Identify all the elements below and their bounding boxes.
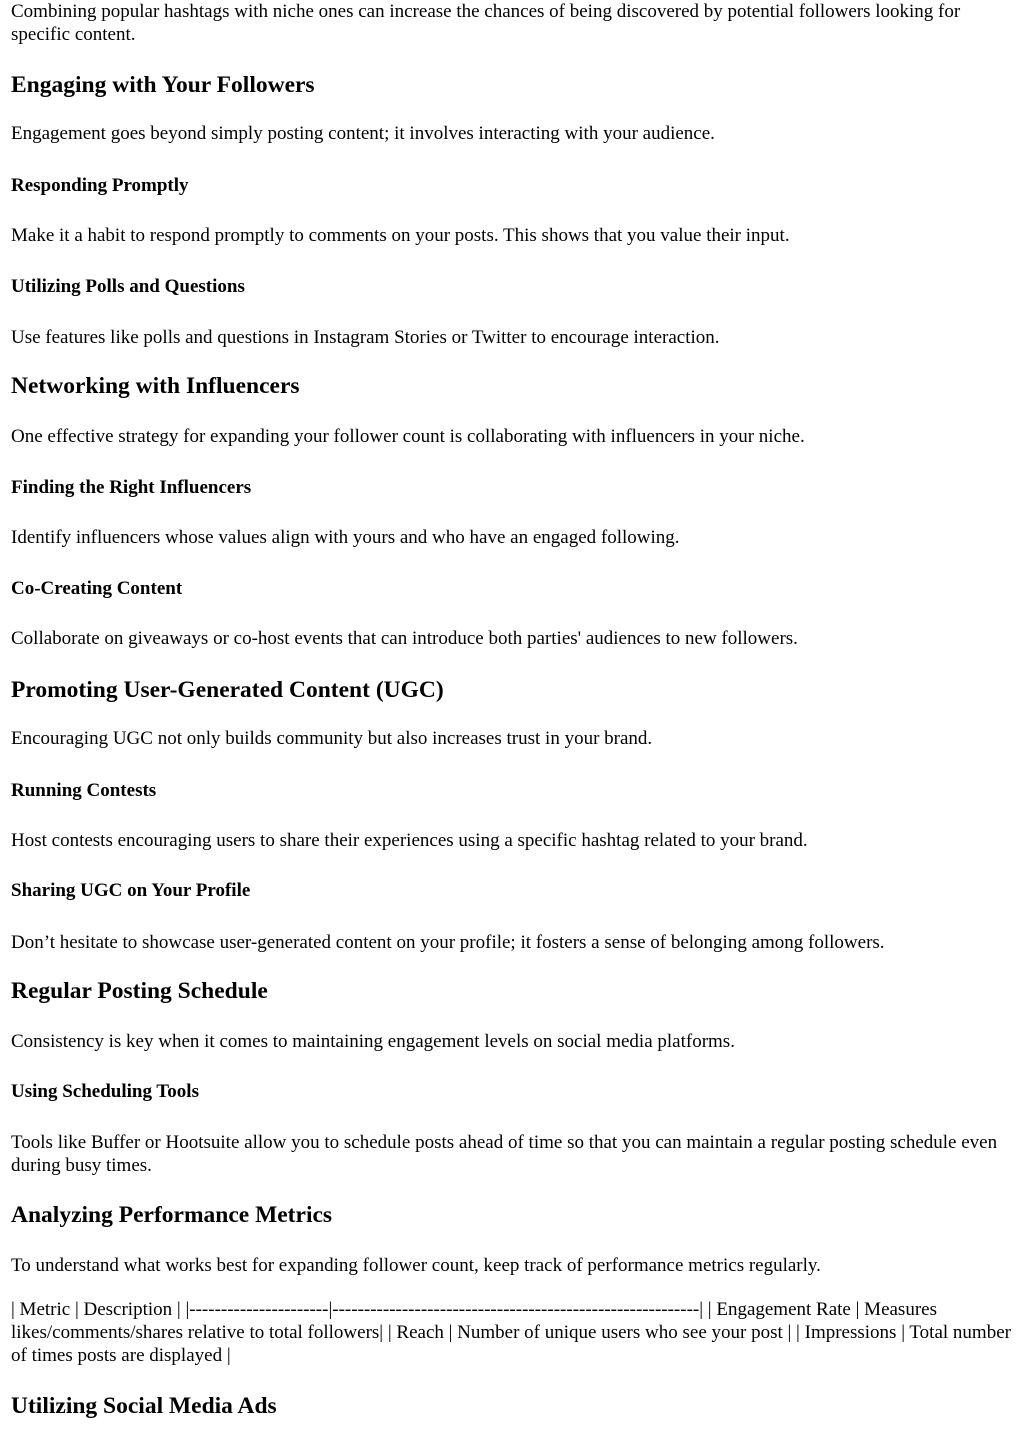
tools-paragraph	[11, 1131, 1013, 1177]
heading-engaging: Engaging with Your Followers	[11, 72, 315, 98]
metrics-text: To understand what works best for expanding follower count, keep track of performance metrics regularly.	[11, 1255, 821, 1276]
metrics-table-raw	[11, 1298, 1013, 1367]
engaging-text: Engagement goes beyond simply posting content; it involves interacting with your audience.	[11, 123, 715, 144]
heading-responding: Responding Promptly	[11, 175, 189, 196]
schedule-text: Consistency is key when it comes to maintaining engagement levels on social media platforms.	[11, 1031, 735, 1052]
subsection-sharing	[11, 879, 1013, 902]
heading-ugc: Promoting User-Generated Content (UGC)	[11, 677, 444, 703]
cocreating-text: Collaborate on giveaways or co-host events that can introduce both parties' audiences to new followers.	[11, 628, 798, 649]
subsection-finding	[11, 476, 1013, 499]
heading-networking: Networking with Influencers	[11, 373, 300, 399]
heading-sharing: Sharing UGC on Your Profile	[11, 880, 251, 901]
heading-finding: Finding the Right Influencers	[11, 477, 252, 498]
heading-cocreating: Co-Creating Content	[11, 578, 183, 599]
sharing-paragraph	[11, 931, 1013, 954]
polls-paragraph	[11, 326, 1013, 349]
schedule-paragraph	[11, 1030, 1013, 1053]
heading-metrics: Analyzing Performance Metrics	[11, 1202, 333, 1228]
section-metrics	[11, 1201, 1013, 1229]
heading-polls: Utilizing Polls and Questions	[11, 276, 245, 297]
metrics-table-text: | Metric | Description | |----------------------|----------------------------------------------------------| | Engagement Rate | Measures likes/comments/shares relative to total followers| | Reach | Number of unique users who see your post | | Impressions | Total number of times posts are displayed |	[11, 1299, 1011, 1366]
section-engaging	[11, 71, 1013, 99]
ugc-text: Encouraging UGC not only builds community but also increases trust in your brand.	[11, 728, 653, 749]
heading-tools: Using Scheduling Tools	[11, 1081, 199, 1102]
sharing-text: Don’t hesitate to showcase user-generated content on your profile; it fosters a sense of belonging among followers.	[11, 932, 885, 953]
responding-paragraph	[11, 224, 1013, 247]
heading-schedule: Regular Posting Schedule	[11, 978, 268, 1004]
intro-text: Combining popular hashtags with niche ones can increase the chances of being discovered by potential followers looking for specific content.	[11, 1, 961, 45]
tools-text: Tools like Buffer or Hootsuite allow you to schedule posts ahead of time so that you can maintain a regular posting schedule even during busy times.	[11, 1132, 998, 1176]
networking-paragraph	[11, 425, 1013, 448]
finding-paragraph	[11, 526, 1013, 549]
subsection-cocreating	[11, 577, 1013, 600]
cocreating-paragraph	[11, 627, 1013, 650]
contests-text: Host contests encouraging users to share their experiences using a specific hashtag related to your brand.	[11, 830, 808, 851]
intro-paragraph	[11, 0, 1013, 46]
polls-text: Use features like polls and questions in Instagram Stories or Twitter to encourage interaction.	[11, 327, 720, 348]
ugc-paragraph	[11, 727, 1013, 750]
subsection-polls	[11, 275, 1013, 298]
section-ads	[11, 1392, 1013, 1420]
finding-text: Identify influencers whose values align with yours and who have an engaged following.	[11, 527, 680, 548]
section-ugc	[11, 676, 1013, 704]
networking-text: One effective strategy for expanding your follower count is collaborating with influencers in your niche.	[11, 426, 805, 447]
subsection-contests	[11, 779, 1013, 802]
heading-contests: Running Contests	[11, 780, 157, 801]
subsection-tools	[11, 1080, 1013, 1103]
metrics-paragraph	[11, 1254, 1013, 1277]
heading-ads: Utilizing Social Media Ads	[11, 1393, 277, 1419]
subsection-responding	[11, 174, 1013, 197]
section-schedule	[11, 977, 1013, 1005]
responding-text: Make it a habit to respond promptly to comments on your posts. This shows that you value their input.	[11, 225, 790, 246]
contests-paragraph	[11, 829, 1013, 852]
section-networking	[11, 372, 1013, 400]
engaging-paragraph	[11, 122, 1013, 145]
